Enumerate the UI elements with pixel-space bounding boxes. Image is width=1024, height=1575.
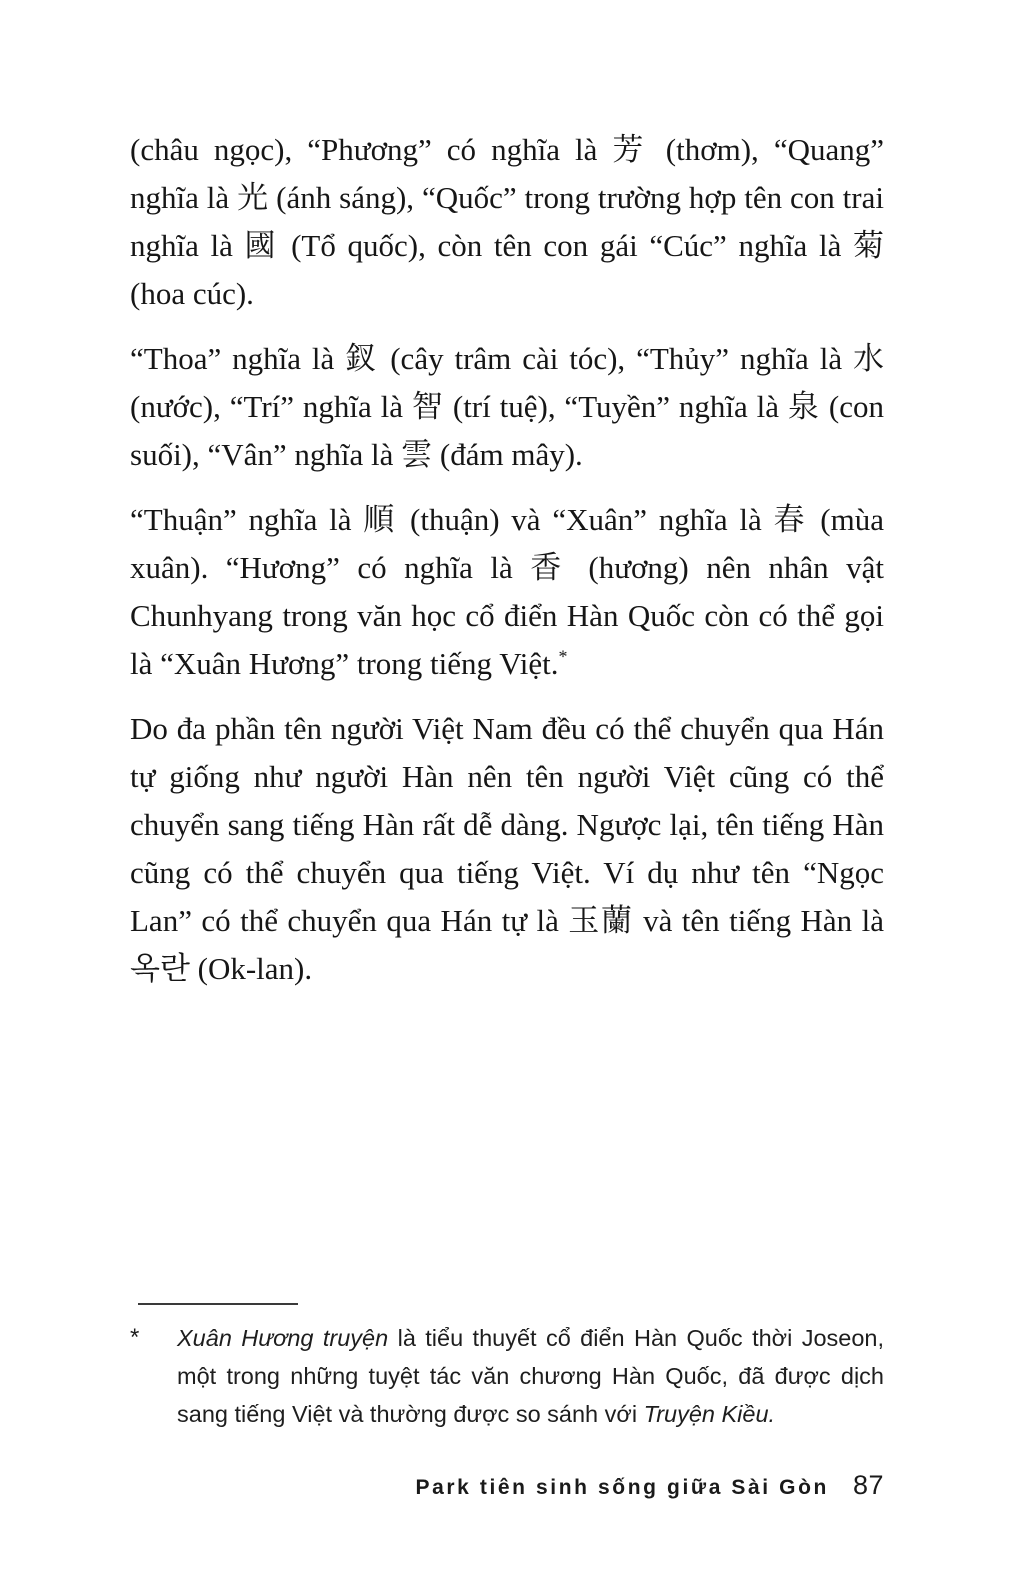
paragraph-text: “Thoa” nghĩa là 釵 (cây trâm cài tóc), “Thủy” nghĩa là 水 (nước), “Trí” nghĩa là 智 (trí tuệ), “Tuyền” nghĩa là 泉 (con suối), “Vân” nghĩa là 雲 (đám mây). <box>130 341 884 472</box>
page-footer <box>415 1470 884 1501</box>
paragraph-text: Do đa phần tên người Việt Nam đều có thể chuyển qua Hán tự giống như người Hàn nên tên người Việt cũng có thể chuyển sang tiếng Hàn rất dễ dàng. Ngược lại, tên tiếng Hàn cũng có thể chuyển qua tiếng Việt. Ví dụ như tên “Ngọc Lan” có thể chuyển qua Hán tự là 玉蘭 và tên tiếng Hàn là 옥란 (Ok-lan). <box>130 711 884 986</box>
paragraph-text: (châu ngọc), “Phương” có nghĩa là 芳 (thơm), “Quang” nghĩa là 光 (ánh sáng), “Quốc” trong trường hợp tên con trai nghĩa là 國 (Tổ quốc), còn tên con gái “Cúc” nghĩa là 菊 (hoa cúc). <box>130 132 884 311</box>
paragraph-2 <box>130 335 884 479</box>
footnote-section <box>130 1303 884 1433</box>
page-number: 87 <box>852 1470 884 1500</box>
footnote-asterisk: * <box>130 1324 140 1351</box>
running-footer-title: Park tiên sinh sống giữa Sài Gòn <box>415 1476 829 1499</box>
footnote-text <box>177 1319 884 1433</box>
footnote-divider <box>138 1303 298 1305</box>
footnote-work-title: Xuân Hương truyện <box>177 1325 389 1351</box>
paragraph-1 <box>130 126 884 318</box>
page-body <box>130 126 884 1010</box>
footnote-row <box>130 1319 884 1433</box>
footnote-body: là tiểu thuyết cổ điển Hàn Quốc thời Joseon, một trong những tuyệt tác văn chương Hàn Quốc, đã được dịch sang tiếng Việt và thường được so sánh với <box>177 1325 884 1427</box>
footnote-compared-title: Truyện Kiều. <box>643 1401 776 1427</box>
paragraph-text: “Thuận” nghĩa là 順 (thuận) và “Xuân” nghĩa là 春 (mùa xuân). “Hương” có nghĩa là 香 (hương) nên nhân vật Chunhyang trong văn học cổ điển Hàn Quốc còn có thể gọi là “Xuân Hương” trong tiếng Việt. <box>130 502 884 681</box>
paragraph-3 <box>130 496 884 688</box>
footnote-asterisk-marker: * <box>558 646 568 667</box>
paragraph-4 <box>130 705 884 993</box>
